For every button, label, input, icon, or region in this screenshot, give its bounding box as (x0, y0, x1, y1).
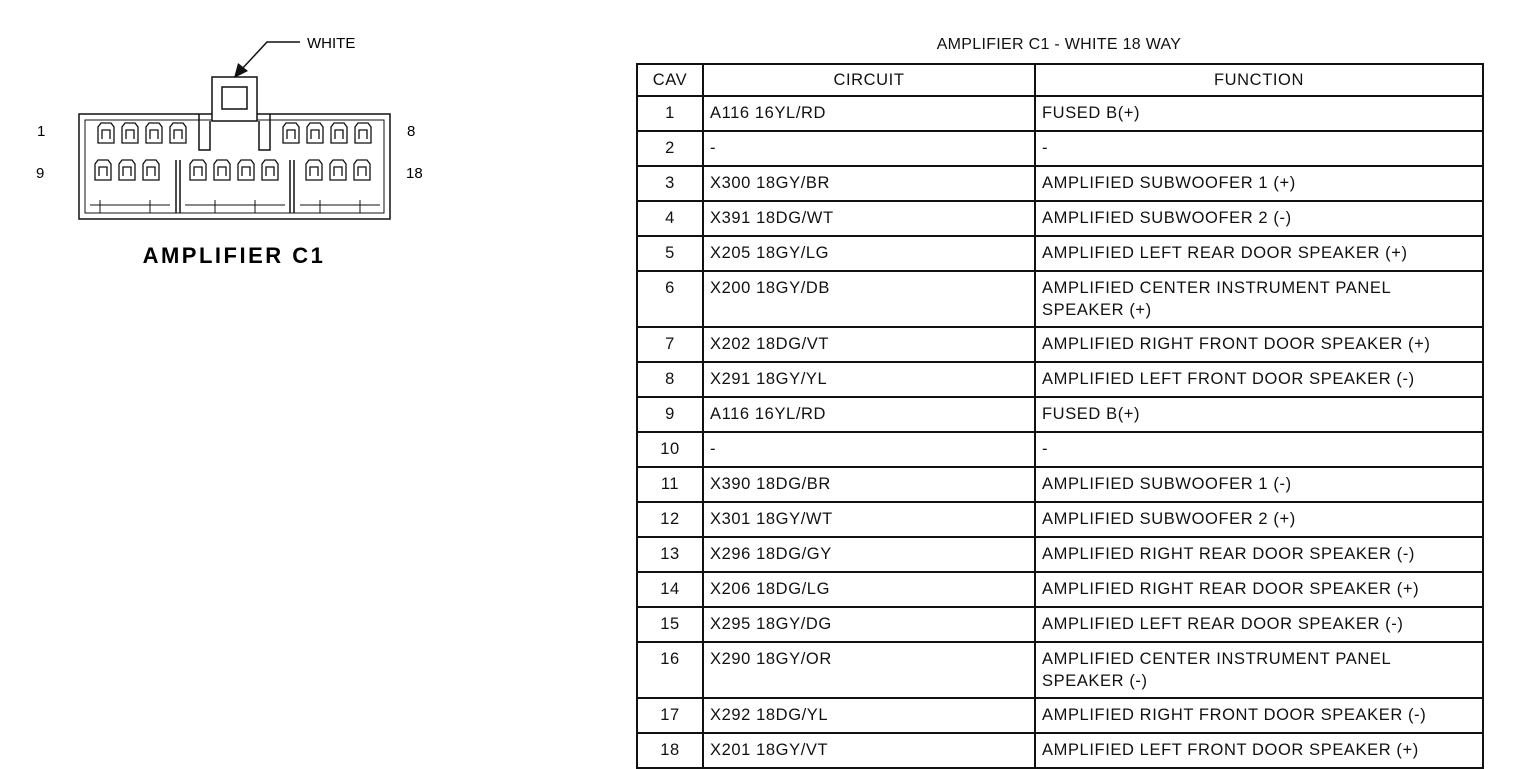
cav-cell: 18 (637, 733, 703, 768)
table-row (637, 733, 1483, 768)
circuit-cell: X291 18GY/YL (703, 362, 1035, 397)
function-cell: AMPLIFIED LEFT REAR DOOR SPEAKER (+) (1035, 236, 1483, 271)
cav-cell: 15 (637, 607, 703, 642)
cav-cell: 3 (637, 166, 703, 201)
header-circuit: CIRCUIT (703, 64, 1035, 96)
table-row (637, 131, 1483, 166)
table-header-row (637, 64, 1483, 96)
cav-cell: 4 (637, 201, 703, 236)
cavity-6 (307, 123, 323, 143)
callout-leader (241, 42, 300, 70)
cav-cell: 2 (637, 131, 703, 166)
connector-diagram (0, 0, 600, 300)
pin-number-9: 9 (36, 165, 45, 182)
table-row (637, 327, 1483, 362)
function-cell: AMPLIFIED SUBWOOFER 1 (+) (1035, 166, 1483, 201)
function-cell: AMPLIFIED CENTER INSTRUMENT PANEL SPEAKER (+) (1035, 271, 1483, 327)
table-row (637, 537, 1483, 572)
table-row (637, 502, 1483, 537)
cavity-13 (214, 160, 230, 180)
function-cell: AMPLIFIED RIGHT FRONT DOOR SPEAKER (-) (1035, 698, 1483, 733)
circuit-cell: X202 18DG/VT (703, 327, 1035, 362)
cav-cell: 10 (637, 432, 703, 467)
function-cell: AMPLIFIED LEFT REAR DOOR SPEAKER (-) (1035, 607, 1483, 642)
function-cell: AMPLIFIED CENTER INSTRUMENT PANEL SPEAKER (-) (1035, 642, 1483, 698)
cav-cell: 6 (637, 271, 703, 327)
circuit-cell: X301 18GY/WT (703, 502, 1035, 537)
cav-cell: 7 (637, 327, 703, 362)
circuit-cell: X292 18DG/YL (703, 698, 1035, 733)
cav-cell: 13 (637, 537, 703, 572)
function-cell: AMPLIFIED LEFT FRONT DOOR SPEAKER (-) (1035, 362, 1483, 397)
circuit-cell: X206 18DG/LG (703, 572, 1035, 607)
table-row (637, 236, 1483, 271)
circuit-cell: X295 18GY/DG (703, 607, 1035, 642)
cav-cell: 8 (637, 362, 703, 397)
pin-number-18: 18 (406, 165, 423, 182)
cavity-18 (354, 160, 370, 180)
function-cell: AMPLIFIED SUBWOOFER 2 (+) (1035, 502, 1483, 537)
table-row (637, 642, 1483, 698)
function-cell: FUSED B(+) (1035, 96, 1483, 131)
cavity-7 (331, 123, 347, 143)
circuit-cell: - (703, 131, 1035, 166)
table-row (637, 432, 1483, 467)
locking-tab (212, 77, 257, 121)
cavity-8 (355, 123, 371, 143)
cav-cell: 11 (637, 467, 703, 502)
table-row (637, 362, 1483, 397)
function-cell: AMPLIFIED RIGHT FRONT DOOR SPEAKER (+) (1035, 327, 1483, 362)
circuit-cell: X200 18GY/DB (703, 271, 1035, 327)
function-cell: AMPLIFIED RIGHT REAR DOOR SPEAKER (+) (1035, 572, 1483, 607)
circuit-cell: X300 18GY/BR (703, 166, 1035, 201)
circuit-cell: X296 18DG/GY (703, 537, 1035, 572)
table-row (637, 201, 1483, 236)
function-cell: - (1035, 131, 1483, 166)
cav-cell: 16 (637, 642, 703, 698)
cavity-10 (119, 160, 135, 180)
function-cell: AMPLIFIED LEFT FRONT DOOR SPEAKER (+) (1035, 733, 1483, 768)
circuit-cell: X201 18GY/VT (703, 733, 1035, 768)
cavity-4 (170, 123, 186, 143)
table-row (637, 271, 1483, 327)
circuit-cell: A116 16YL/RD (703, 96, 1035, 131)
cavity-17 (330, 160, 346, 180)
connector-label: AMPLIFIER C1 (142, 243, 326, 268)
table-row (637, 397, 1483, 432)
table-row (637, 96, 1483, 131)
cav-cell: 14 (637, 572, 703, 607)
cavity-1 (98, 123, 114, 143)
cavity-14 (238, 160, 254, 180)
table-row (637, 572, 1483, 607)
function-cell: FUSED B(+) (1035, 397, 1483, 432)
cavity-11 (143, 160, 159, 180)
color-callout: WHITE (307, 35, 356, 52)
pin-number-8: 8 (407, 123, 416, 140)
table-row (637, 698, 1483, 733)
cavity-2 (122, 123, 138, 143)
cav-cell: 17 (637, 698, 703, 733)
table-title: AMPLIFIER C1 - WHITE 18 WAY (936, 36, 1182, 53)
header-cav: CAV (637, 64, 703, 96)
header-function: FUNCTION (1035, 64, 1483, 96)
function-cell: AMPLIFIED SUBWOOFER 1 (-) (1035, 467, 1483, 502)
pin-number-1: 1 (37, 123, 46, 140)
cavity-12 (190, 160, 206, 180)
cavity-16 (306, 160, 322, 180)
function-cell: AMPLIFIED SUBWOOFER 2 (-) (1035, 201, 1483, 236)
circuit-cell: X390 18DG/BR (703, 467, 1035, 502)
cav-cell: 5 (637, 236, 703, 271)
circuit-cell: X205 18GY/LG (703, 236, 1035, 271)
pinout-table (636, 63, 1484, 769)
cav-cell: 12 (637, 502, 703, 537)
circuit-cell: X290 18GY/OR (703, 642, 1035, 698)
table-row (637, 607, 1483, 642)
function-cell: - (1035, 432, 1483, 467)
function-cell: AMPLIFIED RIGHT REAR DOOR SPEAKER (-) (1035, 537, 1483, 572)
cavity-15 (262, 160, 278, 180)
cav-cell: 1 (637, 96, 703, 131)
cavity-3 (146, 123, 162, 143)
cavity-5 (283, 123, 299, 143)
connector-cavities (95, 123, 371, 180)
circuit-cell: X391 18DG/WT (703, 201, 1035, 236)
table-row (637, 166, 1483, 201)
circuit-cell: - (703, 432, 1035, 467)
cavity-9 (95, 160, 111, 180)
table-row (637, 467, 1483, 502)
circuit-cell: A116 16YL/RD (703, 397, 1035, 432)
cav-cell: 9 (637, 397, 703, 432)
